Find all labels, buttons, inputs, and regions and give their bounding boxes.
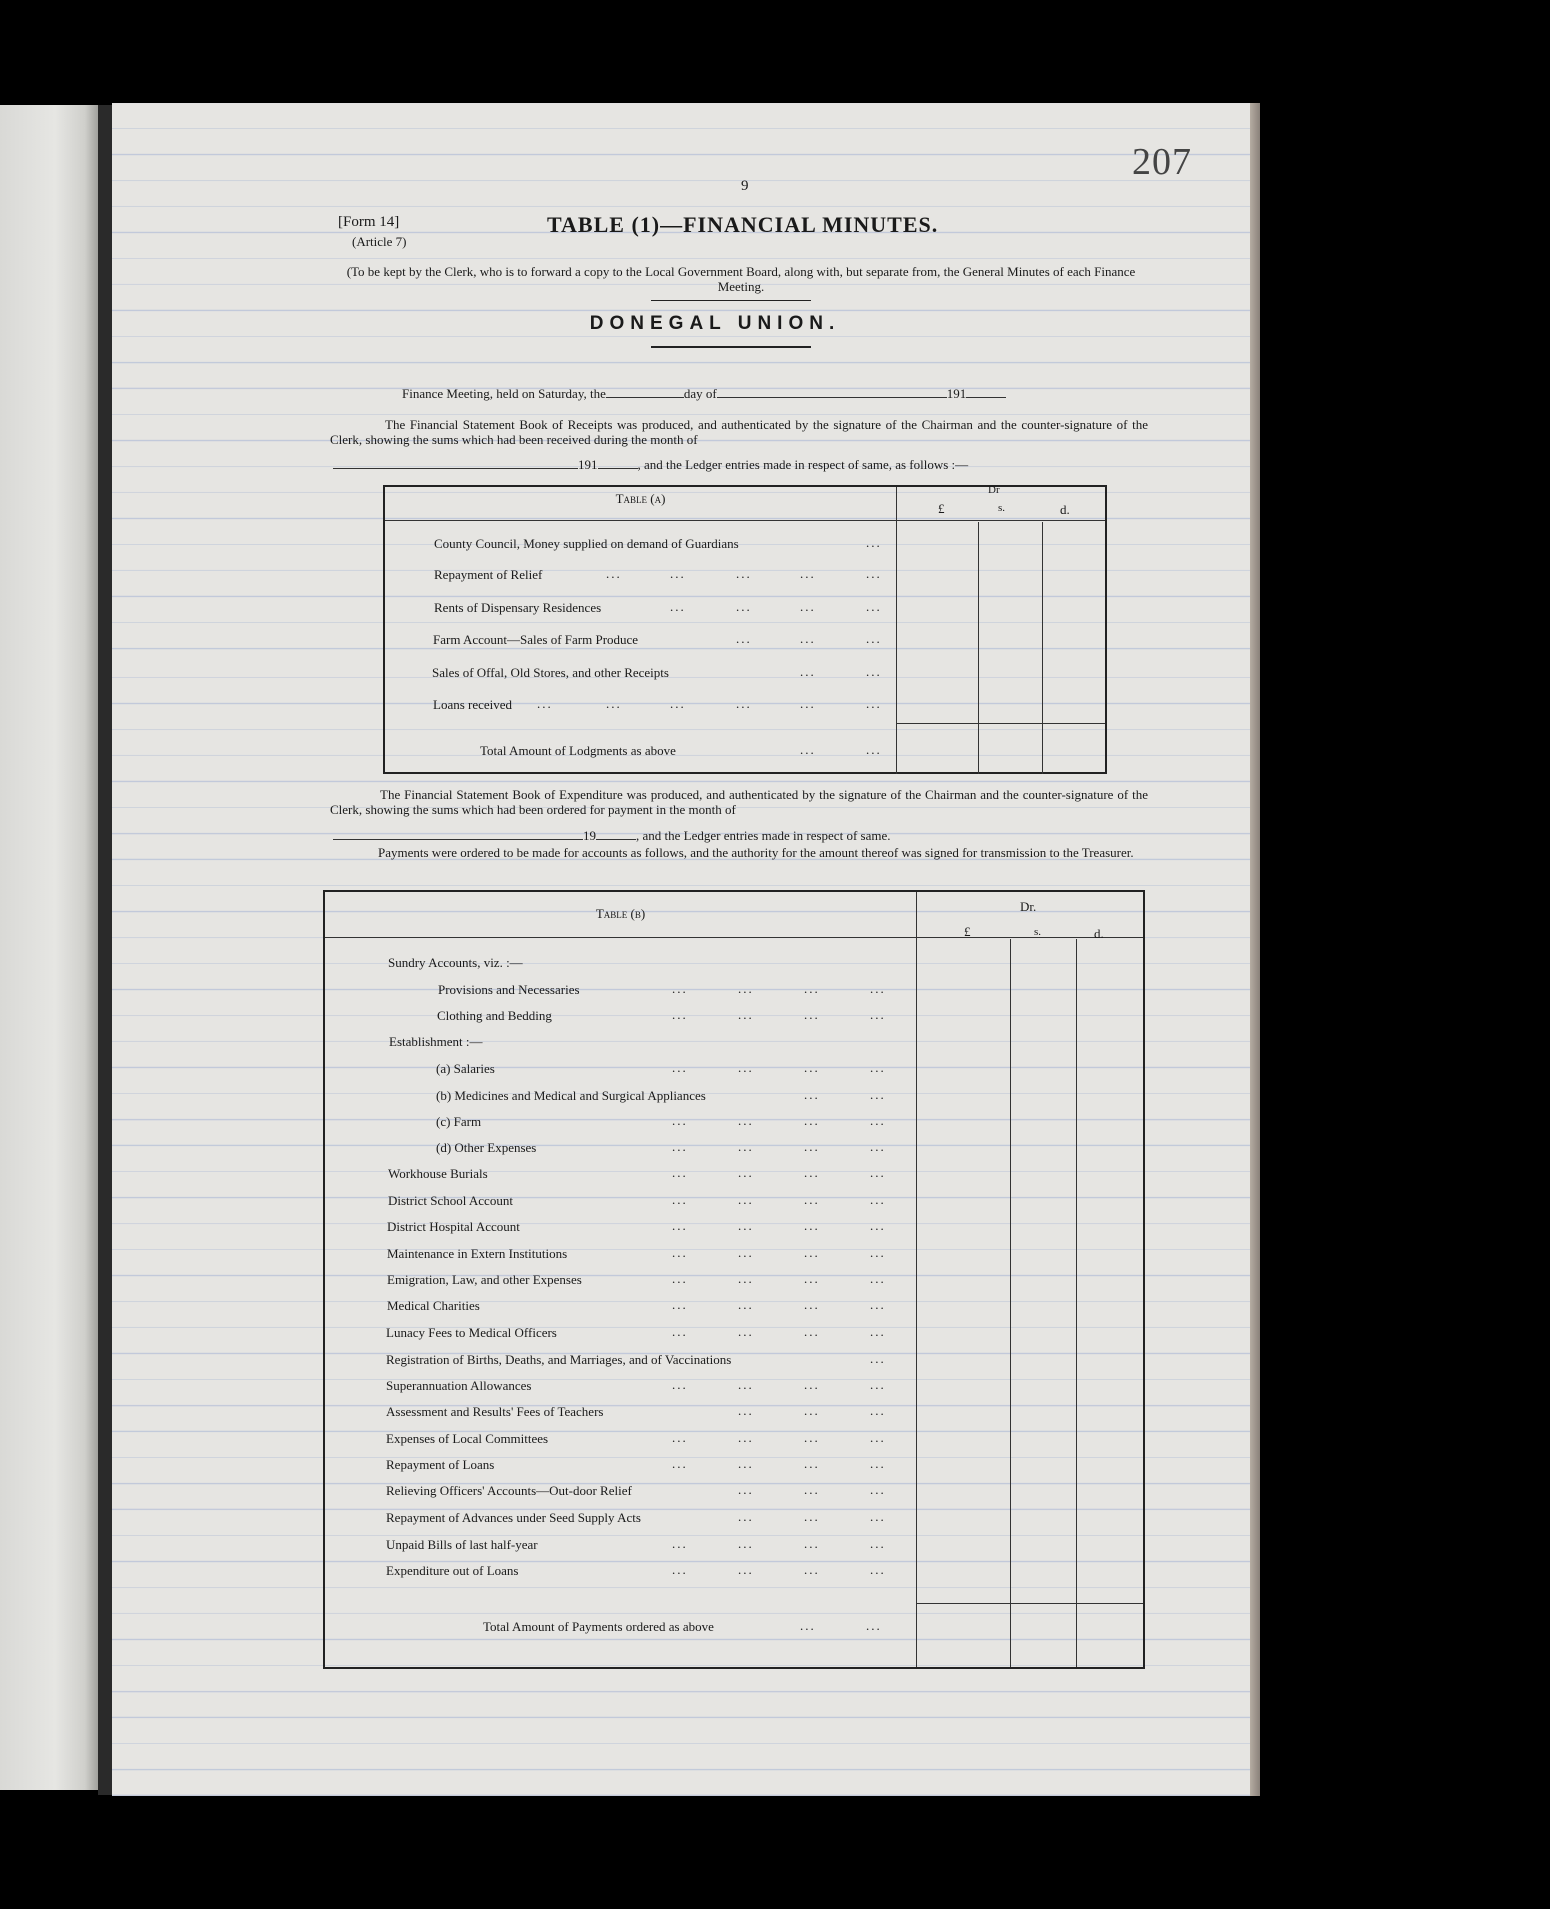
leader-dots: ... xyxy=(672,1536,688,1551)
table-row: Expenditure out of Loans xyxy=(386,1563,519,1578)
leader-dots: ... xyxy=(870,1245,886,1260)
form-article: (Article 7) xyxy=(352,234,407,249)
table-row: Repayment of Relief xyxy=(434,567,543,582)
table-b-total: Total Amount of Payments ordered as above xyxy=(483,1619,714,1634)
leader-dots: ... xyxy=(800,1618,816,1633)
leader-dots: ... xyxy=(736,631,752,646)
leader-dots: ... xyxy=(804,1007,820,1022)
leader-dots: ... xyxy=(870,1324,886,1339)
table-row: Establishment :— xyxy=(389,1034,483,1049)
leader-dots: ... xyxy=(738,981,754,996)
table-b-label: Table (b) xyxy=(595,906,646,921)
leader-dots: ... xyxy=(804,1271,820,1286)
table-row: Loans received xyxy=(433,697,513,712)
leader-dots: ... xyxy=(804,1509,820,1524)
leader-dots: ... xyxy=(672,1060,688,1075)
table-a-col-pounds: £ xyxy=(938,501,945,516)
leader-dots: ... xyxy=(866,742,882,757)
leader-dots: ... xyxy=(804,981,820,996)
leader-dots: ... xyxy=(804,1218,820,1233)
expenditure-year: 19 xyxy=(583,828,596,843)
leader-dots: ... xyxy=(800,742,816,757)
clerk-note: (To be kept by the Clerk, who is to forward a copy to the Local Government Board, along with, but separate from, the General Minutes of each Finance Meeting. xyxy=(346,264,1136,294)
leader-dots: ... xyxy=(800,631,816,646)
leader-dots: ... xyxy=(866,599,882,614)
table-a-label: Table (a) xyxy=(615,491,666,506)
table-row: District School Account xyxy=(388,1193,513,1208)
leader-dots: ... xyxy=(672,1297,688,1312)
leader-dots: ... xyxy=(804,1403,820,1418)
leader-dots: ... xyxy=(804,1139,820,1154)
page-edge xyxy=(1250,103,1260,1796)
leader-dots: ... xyxy=(866,566,882,581)
table-a-col-shillings: s. xyxy=(998,502,1006,514)
leader-dots: ... xyxy=(870,1403,886,1418)
leader-dots: ... xyxy=(736,599,752,614)
leader-dots: ... xyxy=(738,1403,754,1418)
leader-dots: ... xyxy=(672,1456,688,1471)
union-name: DONEGAL UNION. xyxy=(589,313,841,334)
printed-page-number: 9 xyxy=(741,178,749,194)
leader-dots: ... xyxy=(672,1165,688,1180)
table-row: County Council, Money supplied on demand of Guardians xyxy=(434,536,739,551)
table-row: Superannuation Allowances xyxy=(386,1378,532,1393)
leader-dots: ... xyxy=(736,566,752,581)
leader-dots: ... xyxy=(672,1324,688,1339)
leader-dots: ... xyxy=(804,1113,820,1128)
leader-dots: ... xyxy=(804,1377,820,1392)
leader-dots: ... xyxy=(804,1482,820,1497)
leader-dots: ... xyxy=(738,1430,754,1445)
form-code: [Form 14] xyxy=(338,214,400,230)
table-row: (b) Medicines and Medical and Surgical Appliances xyxy=(436,1088,706,1103)
leader-dots: ... xyxy=(804,1087,820,1102)
divider xyxy=(651,346,811,348)
leader-dots: ... xyxy=(870,1192,886,1207)
meeting-prefix: Finance Meeting, held on Saturday, the xyxy=(402,386,606,401)
leader-dots: ... xyxy=(870,1139,886,1154)
leader-dots: ... xyxy=(738,1271,754,1286)
leader-dots: ... xyxy=(804,1324,820,1339)
leader-dots: ... xyxy=(804,1165,820,1180)
table-row: Clothing and Bedding xyxy=(437,1008,552,1023)
leader-dots: ... xyxy=(870,1456,886,1471)
leader-dots: ... xyxy=(738,1113,754,1128)
leader-dots: ... xyxy=(670,696,686,711)
leader-dots: ... xyxy=(870,1087,886,1102)
table-row: Lunacy Fees to Medical Officers xyxy=(386,1325,557,1340)
leader-dots: ... xyxy=(870,1271,886,1286)
table-row: Assessment and Results' Fees of Teachers xyxy=(386,1404,604,1419)
payments-paragraph: Payments were ordered to be made for accounts as follows, and the authority for the amount thereof was signed for transmission to the Treasurer. xyxy=(378,845,1134,860)
facing-page xyxy=(0,105,100,1790)
table-b-dr: Dr. xyxy=(1020,899,1037,914)
leader-dots: ... xyxy=(672,1562,688,1577)
table-row: Rents of Dispensary Residences xyxy=(434,600,602,615)
page-number: 207 xyxy=(1132,141,1192,183)
page-title: TABLE (1)—FINANCIAL MINUTES. xyxy=(547,212,939,237)
leader-dots: ... xyxy=(738,1218,754,1233)
leader-dots: ... xyxy=(870,981,886,996)
table-row: Repayment of Advances under Seed Supply Acts xyxy=(386,1510,641,1525)
leader-dots: ... xyxy=(738,1456,754,1471)
leader-dots: ... xyxy=(870,1297,886,1312)
leader-dots: ... xyxy=(804,1245,820,1260)
table-a-dr: Dr xyxy=(988,484,1000,496)
table-row: (d) Other Expenses xyxy=(436,1140,537,1155)
table-b-col-pounds: £ xyxy=(964,924,971,939)
leader-dots: ... xyxy=(738,1509,754,1524)
leader-dots: ... xyxy=(537,696,553,711)
leader-dots: ... xyxy=(804,1562,820,1577)
leader-dots: ... xyxy=(738,1482,754,1497)
leader-dots: ... xyxy=(870,1060,886,1075)
expenditure-line xyxy=(333,828,1133,843)
leader-dots: ... xyxy=(672,1430,688,1445)
meeting-line xyxy=(402,386,1102,401)
receipts-year: 191 xyxy=(578,457,598,472)
leader-dots: ... xyxy=(800,696,816,711)
leader-dots: ... xyxy=(870,1351,886,1366)
table-a-col-pence: d. xyxy=(1060,502,1070,517)
leader-dots: ... xyxy=(804,1456,820,1471)
expenditure-paragraph: The Financial Statement Book of Expenditure was produced, and authenticated by the signature of the Chairman and the counter-signature of the Clerk, showing the sums which had been ordered for payment in the month of xyxy=(330,787,1148,817)
leader-dots: ... xyxy=(606,696,622,711)
leader-dots: ... xyxy=(672,1377,688,1392)
leader-dots: ... xyxy=(672,1192,688,1207)
leader-dots: ... xyxy=(672,1113,688,1128)
table-row: Medical Charities xyxy=(387,1298,480,1313)
table-row: (c) Farm xyxy=(436,1114,482,1129)
table-row: Relieving Officers' Accounts—Out-door Relief xyxy=(386,1483,632,1498)
table-row: Unpaid Bills of last half-year xyxy=(386,1537,538,1552)
leader-dots: ... xyxy=(870,1536,886,1551)
table-row: Sales of Offal, Old Stores, and other Receipts xyxy=(432,665,669,680)
leader-dots: ... xyxy=(738,1165,754,1180)
leader-dots: ... xyxy=(866,664,882,679)
leader-dots: ... xyxy=(870,1482,886,1497)
leader-dots: ... xyxy=(738,1245,754,1260)
leader-dots: ... xyxy=(870,1377,886,1392)
leader-dots: ... xyxy=(672,1139,688,1154)
leader-dots: ... xyxy=(870,1509,886,1524)
leader-dots: ... xyxy=(672,981,688,996)
leader-dots: ... xyxy=(804,1536,820,1551)
table-row: District Hospital Account xyxy=(387,1219,520,1234)
table-a-total: Total Amount of Lodgments as above xyxy=(480,743,676,758)
leader-dots: ... xyxy=(866,1618,882,1633)
table-row: Workhouse Burials xyxy=(388,1166,488,1181)
leader-dots: ... xyxy=(870,1218,886,1233)
leader-dots: ... xyxy=(870,1165,886,1180)
leader-dots: ... xyxy=(866,631,882,646)
leader-dots: ... xyxy=(804,1192,820,1207)
leader-dots: ... xyxy=(870,1113,886,1128)
leader-dots: ... xyxy=(738,1139,754,1154)
table-row: Sundry Accounts, viz. :— xyxy=(388,955,523,970)
expenditure-suffix: , and the Ledger entries made in respect of same. xyxy=(636,828,891,843)
receipts-suffix: , and the Ledger entries made in respect of same, as follows :— xyxy=(637,457,969,472)
receipts-paragraph: The Financial Statement Book of Receipts was produced, and authenticated by the signature of the Chairman and the counter-signature of the Clerk, showing the sums which had been received during the month of xyxy=(330,417,1148,447)
leader-dots: ... xyxy=(800,599,816,614)
leader-dots: ... xyxy=(738,1297,754,1312)
leader-dots: ... xyxy=(670,566,686,581)
leader-dots: ... xyxy=(804,1430,820,1445)
leader-dots: ... xyxy=(800,566,816,581)
table-row: Repayment of Loans xyxy=(386,1457,495,1472)
divider xyxy=(651,300,811,301)
leader-dots: ... xyxy=(870,1007,886,1022)
table-row: Emigration, Law, and other Expenses xyxy=(387,1272,582,1287)
leader-dots: ... xyxy=(672,1271,688,1286)
table-row: (a) Salaries xyxy=(436,1061,495,1076)
table-row: Maintenance in Extern Institutions xyxy=(387,1246,568,1261)
leader-dots: ... xyxy=(800,664,816,679)
leader-dots: ... xyxy=(672,1007,688,1022)
leader-dots: ... xyxy=(670,599,686,614)
leader-dots: ... xyxy=(736,696,752,711)
table-row: Registration of Births, Deaths, and Marriages, and of Vaccinations xyxy=(386,1352,732,1367)
leader-dots: ... xyxy=(738,1324,754,1339)
leader-dots: ... xyxy=(866,696,882,711)
meeting-day-of: day of xyxy=(683,386,717,401)
leader-dots: ... xyxy=(738,1060,754,1075)
leader-dots: ... xyxy=(606,566,622,581)
leader-dots: ... xyxy=(804,1297,820,1312)
leader-dots: ... xyxy=(738,1536,754,1551)
meeting-year: 191 xyxy=(946,386,967,401)
leader-dots: ... xyxy=(672,1245,688,1260)
table-row: Expenses of Local Committees xyxy=(386,1431,549,1446)
leader-dots: ... xyxy=(870,1562,886,1577)
table-row: Provisions and Necessaries xyxy=(438,982,580,997)
leader-dots: ... xyxy=(672,1218,688,1233)
table-row: Farm Account—Sales of Farm Produce xyxy=(433,632,639,647)
leader-dots: ... xyxy=(870,1430,886,1445)
table-b-col-shillings: s. xyxy=(1034,926,1042,938)
leader-dots: ... xyxy=(804,1060,820,1075)
receipts-line xyxy=(333,457,1133,472)
leader-dots: ... xyxy=(738,1377,754,1392)
table-b-col-pence: d. xyxy=(1094,926,1104,941)
leader-dots: ... xyxy=(866,535,882,550)
leader-dots: ... xyxy=(738,1007,754,1022)
leader-dots: ... xyxy=(738,1192,754,1207)
leader-dots: ... xyxy=(738,1562,754,1577)
